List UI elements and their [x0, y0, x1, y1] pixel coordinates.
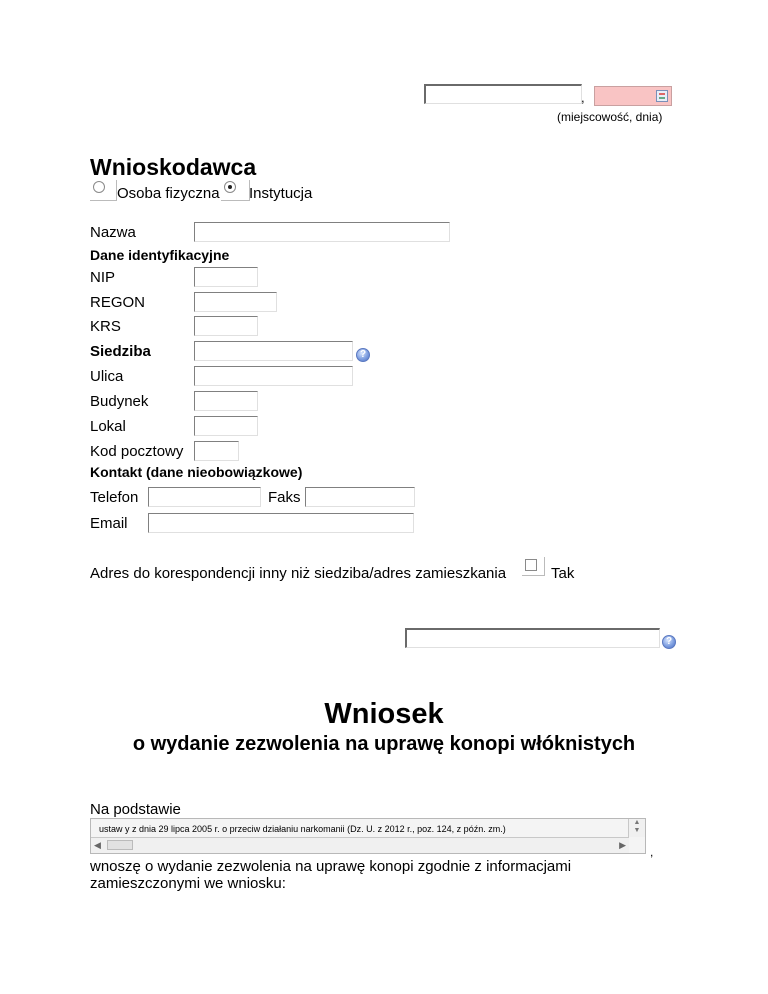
nip-label: NIP — [90, 269, 116, 286]
help-icon[interactable]: ? — [356, 348, 370, 362]
street-input[interactable] — [194, 366, 353, 386]
krs-input[interactable] — [194, 316, 258, 336]
postcode-input[interactable] — [194, 441, 239, 461]
building-label: Budynek — [90, 393, 149, 410]
postcode-label: Kod pocztowy — [90, 443, 184, 460]
place-input[interactable] — [424, 84, 582, 104]
unit-input[interactable] — [194, 416, 258, 436]
alt-address-yes-label: Tak — [551, 565, 575, 582]
applicant-heading: Wnioskodawca — [90, 154, 257, 180]
scroll-down-icon[interactable]: ▼ — [633, 827, 641, 834]
scroll-thumb[interactable] — [107, 840, 133, 850]
fax-input[interactable] — [305, 487, 415, 507]
email-input[interactable] — [148, 513, 414, 533]
trailing-comma: , — [650, 845, 654, 859]
name-input[interactable] — [194, 222, 450, 242]
name-label: Nazwa — [90, 224, 136, 241]
place-date-caption: (miejscowość, dnia) — [557, 110, 663, 124]
contact-heading: Kontakt (dane nieobowiązkowe) — [90, 464, 303, 480]
phone-label: Telefon — [90, 489, 139, 506]
request-statement: wnoszę o wydanie zezwolenia na uprawę konopi zgodnie z informacjami zamieszczonymi we wniosku: — [90, 858, 572, 892]
basis-text: ustaw y z dnia 29 lipca 2005 r. o przeciw działaniu narkomanii (Dz. U. z 2012 r., poz. 124, z późn. zm.) — [99, 824, 506, 834]
request-subtitle: o wydanie zezwolenia na uprawę konopi włóknistych — [132, 733, 636, 755]
street-label: Ulica — [90, 368, 124, 385]
phone-input[interactable] — [148, 487, 261, 507]
radio-institution-label: Instytucja — [249, 185, 313, 202]
regon-label: REGON — [90, 294, 146, 311]
scroll-up-icon[interactable]: ▲ — [633, 819, 641, 826]
calendar-icon[interactable] — [656, 90, 668, 102]
radio-person-label: Osoba fizyczna — [117, 185, 220, 202]
seat-input[interactable] — [194, 341, 353, 361]
regon-input[interactable] — [194, 292, 277, 312]
fax-label: Faks — [268, 489, 301, 506]
nip-input[interactable] — [194, 267, 258, 287]
unit-label: Lokal — [90, 418, 126, 435]
krs-label: KRS — [90, 318, 121, 335]
email-label: Email — [90, 515, 128, 532]
date-input[interactable] — [594, 86, 672, 106]
scroll-left-icon[interactable]: ◀ — [94, 840, 101, 850]
ident-heading: Dane identyfikacyjne — [90, 247, 230, 263]
alt-address-label: Adres do korespondencji inny niż siedziba/adres zamieszkania — [90, 565, 507, 582]
comma-separator: , — [581, 90, 585, 105]
seat-label: Siedziba — [90, 343, 151, 360]
vertical-scrollbar[interactable] — [628, 819, 645, 837]
building-input[interactable] — [194, 391, 258, 411]
basis-textarea[interactable] — [90, 818, 646, 854]
basis-label: Na podstawie — [90, 801, 181, 818]
help-icon[interactable]: ? — [662, 635, 676, 649]
alt-address-input[interactable] — [405, 628, 660, 648]
horizontal-scrollbar[interactable] — [91, 837, 629, 853]
scroll-right-icon[interactable]: ▶ — [619, 840, 626, 850]
request-title: Wniosek — [324, 698, 444, 730]
